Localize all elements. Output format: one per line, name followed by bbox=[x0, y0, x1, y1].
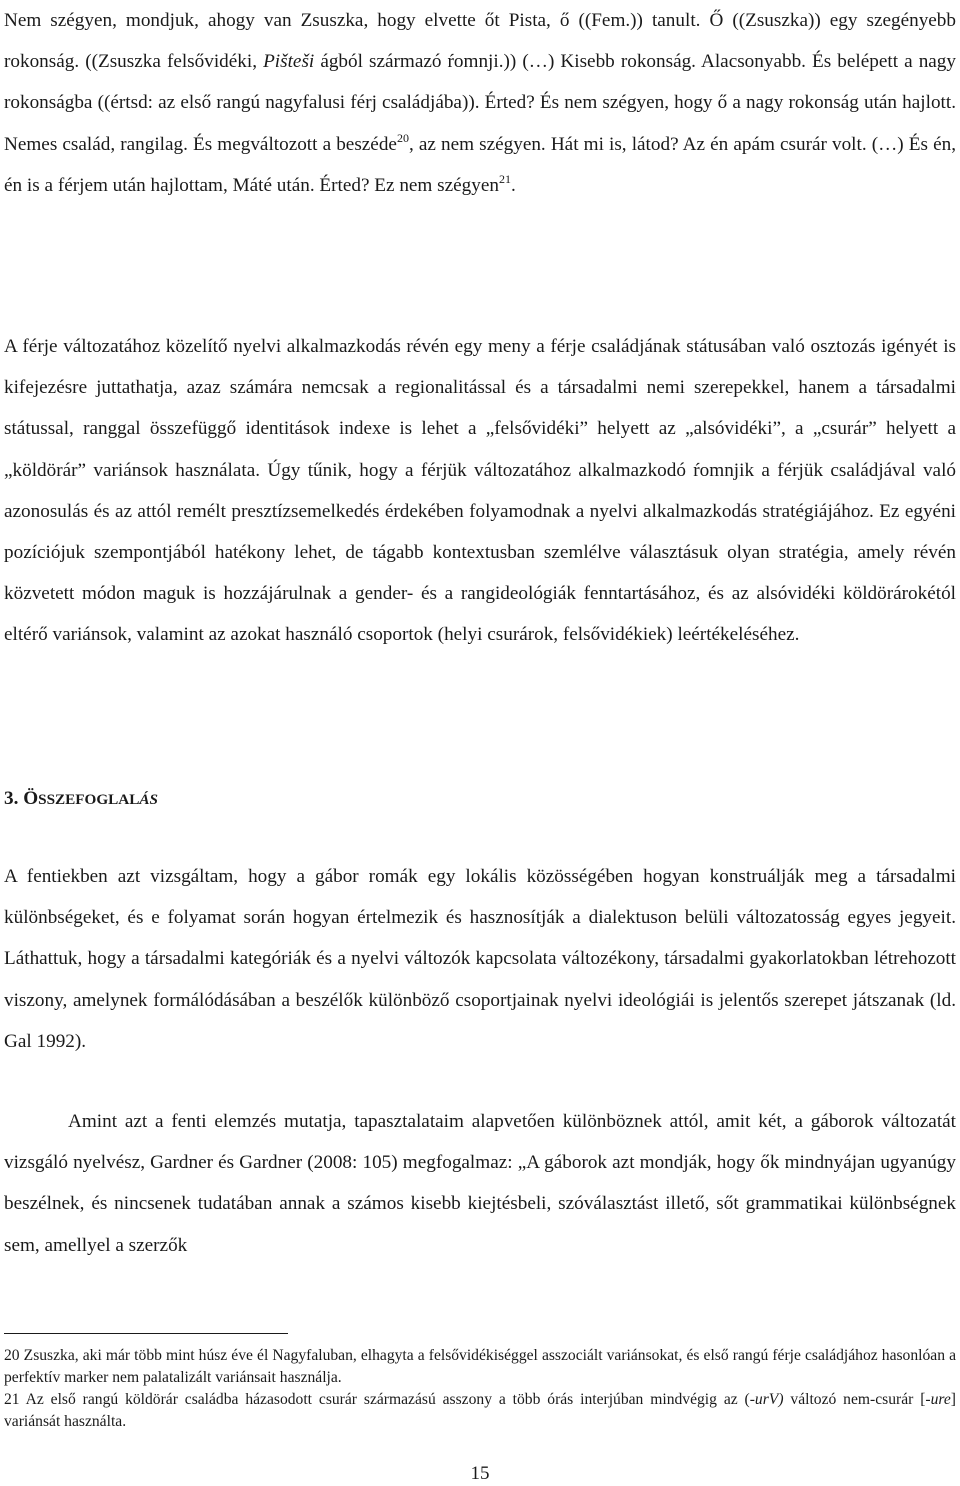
section-heading-number: 3. Ö bbox=[4, 788, 39, 809]
footnote-21-italic-2: -ure bbox=[925, 1391, 951, 1408]
section-heading-rest: SSZEFOGLAL bbox=[38, 791, 140, 808]
footnote-21 bbox=[4, 1389, 956, 1433]
section-heading bbox=[4, 778, 158, 820]
quote-text-2: ágból származó bbox=[314, 51, 448, 73]
quote-text-4: , az nem szégyen. Hát mi is, látod? Az én apám csurár volt. (…) És én, én is a férjem után hajlottam, Máté után. Érted? Ez nem szégyen bbox=[4, 133, 957, 196]
page-number: 15 bbox=[470, 1463, 490, 1484]
section-heading-end: ÁS bbox=[139, 791, 158, 808]
footnote-21-text-1: 21 Az első rangú köldörár családba házasodott csurár származású asszony a több órás interjúban mindvégig az ( bbox=[4, 1391, 750, 1408]
body-paragraph-1: A férje változatához közelítő nyelvi alkalmazkodás révén egy meny a férje családjának státusában való osztozás igényét is kifejezésre juttathatja, azaz számára nemcsak a regionalitással és a társadalmi nemi szerepekkel, hanem a társadalmi státussal, ranggal összefüggő identitások indexe is lehet a „felsővidéki” helyett az „alsóvidéki”, a „csurár” helyett a „köldörár” variánsok használata. Úgy tűnik, hogy a férjük változatához alkalmazkodó ŕomnjik a férjük családjával való azonosulás és az attól remélt presztízsemelkedés érdekében folyamodnak a nyelvi alkalmazkodás stratégiájához. Ez egyéni pozíciójuk szempontjából hatékony lehet, de tágabb kontextusban szemlélve választásuk olyan stratégia, amely révén közvetett módon maguk is hozzájárulnak a gender- és a rangideológiák fenntartásához, és az alsóvidéki köldörárokétól eltérő variánsok, valamint az azokat használó csoportok (helyi csurárok, felsővidékiek) leértékeléséhez. bbox=[4, 336, 956, 646]
body-paragraph-3: Amint azt a fenti elemzés mutatja, tapasztalataim alapvetően különböznek attól, amit két, a gáborok változatát vizsgáló nyelvész, Gardner és Gardner (2008: 105) megfogalmaz: „A gáborok azt mondják, hogy ők mindnyájan ugyanúgy beszélnek, és nincsenek tudatában annak a számos kisebb kiejtésbeli, szóválasztást illető, sőt grammatikai különbségnek sem, amellyel a szerzők bbox=[4, 1111, 956, 1256]
footnote-21-text-2: változó nem-csurár [ bbox=[783, 1391, 926, 1408]
quote-text-italic: Pišteši bbox=[263, 51, 315, 73]
footnote-20: 20 Zsuszka, aki már több mint húsz éve él Nagyfaluban, elhagyta a felsővidékiséggel asszociált variánsokat, és első rangú férje családjához hasonlóan a perfektív marker nem palatalizált variánsait használja. bbox=[4, 1347, 956, 1386]
footnote-21-italic-1: -urV) bbox=[749, 1391, 784, 1408]
interview-quote bbox=[4, 0, 956, 206]
quote-text-5: . bbox=[510, 174, 516, 196]
footnote-separator bbox=[4, 1333, 288, 1334]
body-paragraph-2: A fentiekben azt vizsgáltam, hogy a gábor romák egy lokális közösségében hogyan konstruálják meg a társadalmi különbségeket, és e folyamat során hogyan értelmezik és hasznosítják a dialektuson belüli változatosság egyes jegyeit. Láthattuk, hogy a társadalmi kategóriák és a nyelvi változók kapcsolata változékony, társadalmi gyakorlatokban létrehozott viszony, amelynek formálódásában a beszélők különböző csoportjainak nyelvi ideológiái is jelentős szerepet játszanak (ld. Gal 1992). bbox=[4, 866, 956, 1052]
footnote-21-text-3: ] variánsát használta. bbox=[4, 1391, 956, 1430]
footnotes bbox=[4, 1345, 956, 1433]
footnote-ref-20[interactable]: 20 bbox=[396, 130, 409, 145]
quote-text-3: ŕomnji.)) (…) Kisebb rokonság. Alacsonyabb. És belépett a nagy rokonságba ((értsd: az első rangú nagyfalusi férj családjába)). Érted? És nem szégyen, hogy ő a nagy rokonság után hajlott. Nemes család, rangilag. És megváltozott a beszéde bbox=[4, 51, 956, 155]
quote-text-1: Nem szégyen, mondjuk, ahogy van Zsuszka, hogy elvette őt Pista, ő ((Fem.)) tanult. Ő ((Zsuszka)) egy szegényebb rokonság. ((Zsuszka felsővidéki, bbox=[4, 10, 956, 73]
footnote-ref-21[interactable]: 21 bbox=[498, 171, 511, 186]
